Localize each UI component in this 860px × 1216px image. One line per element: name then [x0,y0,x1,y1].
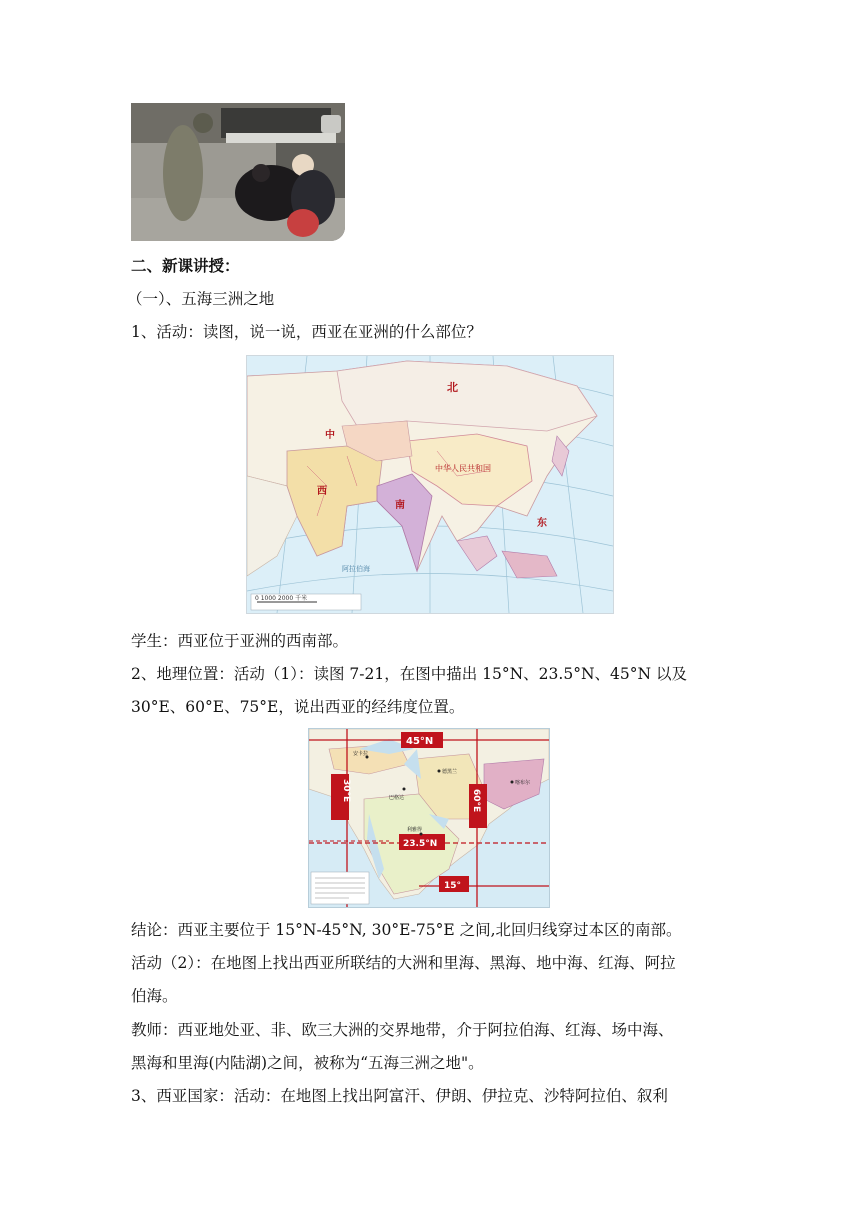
map-label-east: 东 [537,518,547,529]
west-asia-map-graphic [309,729,549,907]
map-label-west: 西 [317,486,327,497]
paragraph-teacher-a: 教师：西亚地处亚、非、欧三大洲的交界地带，介于阿拉伯海、红海、场中海、 [131,1021,674,1039]
paragraph-activity-1: 1、活动：读图，说一说，西亚在亚洲的什么部位？ [131,323,482,341]
city-label-5: 利雅得 [407,827,423,833]
map-label-north: 北 [447,381,458,394]
scale-bar-label: 0 1000 2000 千米 [255,595,308,602]
paragraph-activity-2-part-2a: 活动（2）：在地图上找出西亚所联结的大洲和里海、黑海、地中海、红海、阿拉 [131,954,676,972]
city-label-1: 德黑兰 [442,769,458,775]
asia-map-graphic [247,356,613,613]
lon-30-label: 30°E [341,779,351,803]
paragraph-teacher-b: 黑海和里海(内陆湖)之间，被称为“五海三洲之地"。 [131,1054,484,1072]
paragraph-activity-3: 3、西亚国家：活动：在地图上找出阿富汗、伊朗、伊拉克、沙特阿拉伯、叙利 [131,1087,668,1105]
lat-45-label: 45°N [406,736,434,747]
section-heading: 二、新课讲授： [131,256,240,275]
map-label-south: 南 [395,500,405,511]
city-label-4: 巴格达 [389,795,405,801]
map-label-middle: 中 [325,430,335,441]
city-label-3: 安卡拉 [353,751,369,757]
paragraph-conclusion: 结论：西亚主要位于 15°N-45°N, 30°E-75°E 之间,北回归线穿过本区的南部。 [131,921,682,939]
map-label-china: 中华人民共和国 [435,464,491,473]
paragraph-activity-2-part-2b: 伯海。 [131,987,178,1005]
asia-map [246,355,614,614]
west-asia-map [308,728,550,908]
paragraph-student-answer: 学生：西亚位于亚洲的西南部。 [131,632,349,650]
lat-15-label: 15° [444,881,462,891]
lat-23-5-label: 23.5°N [403,839,438,849]
subsection-heading: （一）、五海三洲之地 [127,290,275,308]
paragraph-activity-2a: 2、地理位置：活动（1）：读图 7-21，在图中描出 15°N、23.5°N、45°N 以及 [131,665,687,683]
lon-60-label: 60°E [471,789,481,813]
soldier-family-photo [131,103,345,241]
city-label-2: 喀布尔 [515,780,531,786]
paragraph-activity-2b: 30°E、60°E、75°E，说出西亚的经纬度位置。 [131,698,465,716]
photo-illustration [131,103,345,241]
map-label-arabian-sea: 阿拉伯海 [342,565,370,573]
